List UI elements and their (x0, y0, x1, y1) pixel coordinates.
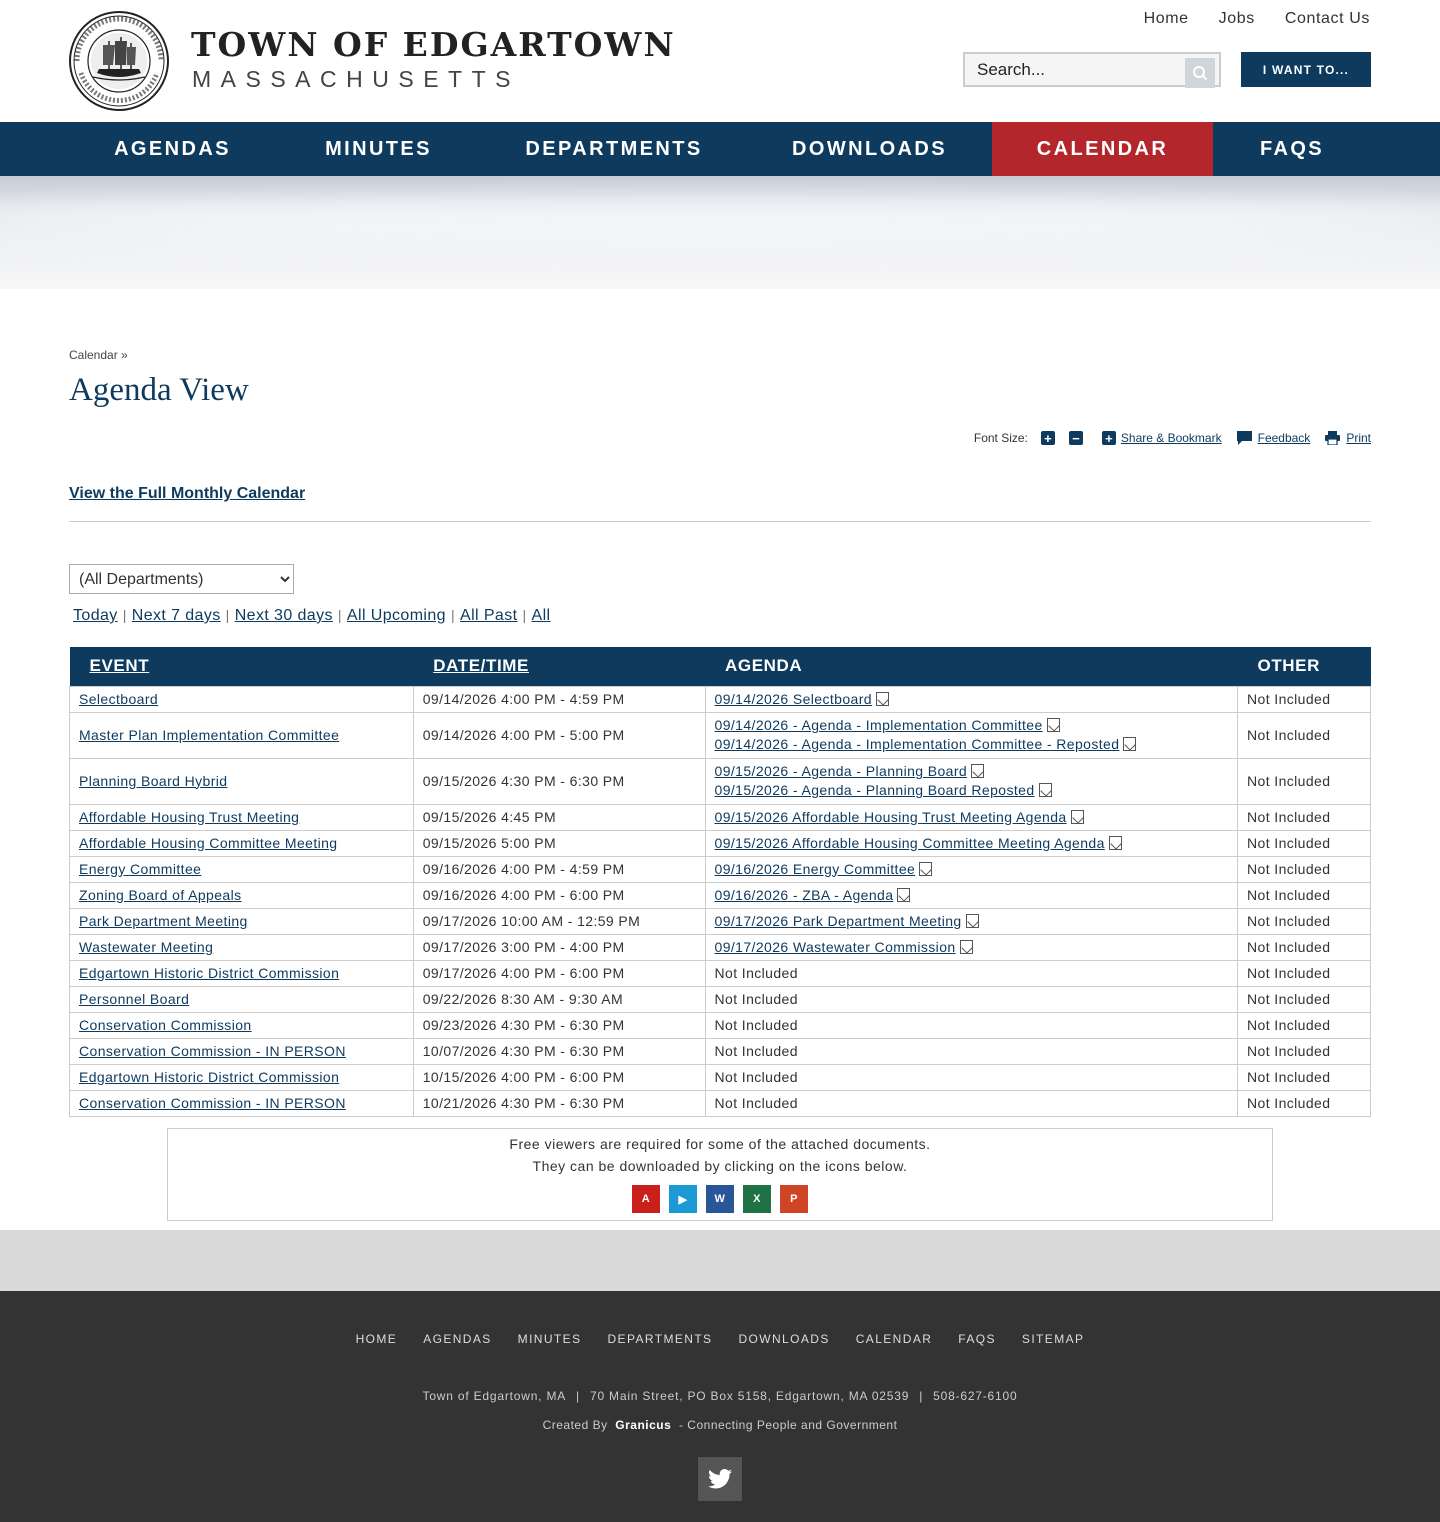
footer-street: 70 Main Street, PO Box 5158, Edgartown, MA 02539 (589, 1389, 910, 1403)
font-increase-icon[interactable]: + (1041, 431, 1055, 445)
agenda-link[interactable]: 09/16/2026 Energy Committee (714, 860, 916, 877)
datetime-cell: 10/15/2026 4:00 PM - 6:00 PM (413, 1064, 705, 1090)
table-row (70, 758, 1371, 804)
other-cell: Not Included (1238, 1012, 1371, 1038)
agenda-item (715, 938, 1228, 957)
top-link-jobs[interactable]: Jobs (1218, 10, 1255, 27)
table-row (70, 908, 1371, 934)
event-link[interactable]: Energy Committee (79, 860, 202, 877)
datetime-cell: 10/07/2026 4:30 PM - 6:30 PM (413, 1038, 705, 1064)
agenda-item (715, 860, 1228, 879)
breadcrumb (69, 348, 128, 362)
utility-links (1144, 10, 1370, 28)
agenda-cell (705, 934, 1237, 960)
department-select[interactable] (69, 564, 294, 594)
table-row (70, 986, 1371, 1012)
table-row (70, 882, 1371, 908)
event-link[interactable]: Affordable Housing Committee Meeting (79, 834, 338, 851)
other-cell: Not Included (1238, 908, 1371, 934)
media-player-icon[interactable]: ▶ (669, 1185, 697, 1213)
event-link[interactable]: Personnel Board (79, 990, 190, 1007)
agenda-link[interactable]: 09/16/2026 - ZBA - Agenda (714, 886, 894, 903)
agenda-link[interactable]: 09/15/2026 Affordable Housing Trust Meeting Agenda (714, 808, 1067, 825)
breadcrumb-separator: » (121, 348, 128, 362)
feedback-link[interactable]: Feedback (1257, 431, 1311, 445)
agenda-link[interactable]: 09/14/2026 Selectboard (714, 690, 872, 707)
agenda-cell (705, 712, 1237, 758)
granicus-link[interactable]: Granicus (615, 1418, 672, 1432)
twitter-button[interactable] (698, 1457, 742, 1501)
table-row (70, 830, 1371, 856)
event-cell (70, 882, 414, 908)
print-link[interactable]: Print (1346, 431, 1371, 445)
nav-minutes[interactable]: MINUTES (325, 137, 432, 160)
event-link[interactable]: Master Plan Implementation Committee (79, 726, 340, 743)
footer-nav-sitemap[interactable]: SITEMAP (1021, 1332, 1085, 1346)
word-viewer-icon[interactable]: W (706, 1185, 734, 1213)
viewers-line-2: They can be downloaded by clicking on the icons below. (532, 1158, 908, 1174)
pdf-icon[interactable] (1039, 783, 1052, 797)
filter-all-past[interactable]: All Past (460, 607, 518, 624)
font-decrease-icon[interactable]: − (1069, 431, 1083, 445)
other-cell: Not Included (1238, 804, 1371, 830)
event-cell (70, 712, 414, 758)
agenda-item (715, 912, 1228, 931)
footer-nav-calendar[interactable]: CALENDAR (855, 1332, 933, 1346)
event-link[interactable]: Conservation Commission - IN PERSON (79, 1094, 346, 1111)
datetime-cell: 09/14/2026 4:00 PM - 4:59 PM (413, 686, 705, 712)
agenda-cell (705, 908, 1237, 934)
table-row (70, 960, 1371, 986)
event-link[interactable]: Conservation Commission - IN PERSON (79, 1042, 346, 1059)
main-nav (0, 122, 1440, 176)
other-cell: Not Included (1238, 882, 1371, 908)
footer-nav-departments[interactable]: DEPARTMENTS (607, 1332, 713, 1346)
table-row (70, 1038, 1371, 1064)
event-link[interactable]: Affordable Housing Trust Meeting (79, 808, 300, 825)
agenda-item (715, 762, 1228, 781)
pdf-icon[interactable] (966, 914, 979, 928)
site-subtitle: MASSACHUSETTS (192, 66, 520, 92)
sort-datetime-link[interactable]: DATE/TIME (433, 656, 529, 676)
event-cell (70, 934, 414, 960)
agenda-cell: Not Included (705, 1090, 1237, 1116)
other-cell: Not Included (1238, 986, 1371, 1012)
agenda-item (715, 781, 1228, 800)
pdf-icon[interactable] (897, 888, 910, 902)
sort-event-link[interactable]: EVENT (89, 656, 150, 676)
event-cell (70, 960, 414, 986)
agenda-link[interactable]: 09/17/2026 Wastewater Commission (714, 938, 956, 955)
table-row (70, 804, 1371, 830)
datetime-cell: 10/21/2026 4:30 PM - 6:30 PM (413, 1090, 705, 1116)
agenda-item (715, 716, 1228, 735)
event-cell (70, 986, 414, 1012)
event-cell (70, 1012, 414, 1038)
other-cell: Not Included (1238, 1038, 1371, 1064)
share-bookmark-link[interactable]: Share & Bookmark (1120, 431, 1222, 445)
search-box (963, 52, 1221, 87)
table-row (70, 1064, 1371, 1090)
agenda-cell: Not Included (705, 1012, 1237, 1038)
nav-agendas[interactable]: AGENDAS (114, 137, 231, 160)
search-icon (1192, 65, 1208, 81)
footer-nav-faqs[interactable]: FAQS (958, 1332, 996, 1346)
datetime-cell: 09/16/2026 4:00 PM - 4:59 PM (413, 856, 705, 882)
agenda-table (69, 647, 1371, 1117)
agenda-cell: Not Included (705, 1064, 1237, 1090)
event-cell (70, 856, 414, 882)
viewers-line-1: Free viewers are required for some of the attached documents. (509, 1136, 931, 1152)
pdf-icon[interactable] (919, 862, 932, 876)
table-header-row (70, 647, 1371, 686)
event-cell (70, 830, 414, 856)
footer-credit: Created By Granicus - Connecting People and Government (542, 1418, 898, 1432)
agenda-item (715, 690, 1228, 709)
datetime-cell: 09/15/2026 4:30 PM - 6:30 PM (413, 758, 705, 804)
full-monthly-calendar-link[interactable]: View the Full Monthly Calendar (69, 485, 306, 502)
footer-nav (0, 1332, 1440, 1346)
agenda-cell: Not Included (705, 986, 1237, 1012)
datetime-cell: 09/23/2026 4:30 PM - 6:30 PM (413, 1012, 705, 1038)
filter-next-7-days[interactable]: Next 7 days (131, 607, 221, 624)
table-row (70, 686, 1371, 712)
agenda-link[interactable]: 09/15/2026 - Agenda - Planning Board Reposted (714, 782, 1035, 798)
feedback-icon (1237, 431, 1252, 445)
filter-all-upcoming[interactable]: All Upcoming (346, 607, 446, 624)
event-cell (70, 758, 414, 804)
footer-address: Town of Edgartown, MA | 70 Main Street, PO Box 5158, Edgartown, MA 02539 | 508-627-6100 (422, 1389, 1018, 1403)
event-link[interactable]: Park Department Meeting (79, 912, 248, 929)
site-footer (0, 1291, 1440, 1522)
agenda-cell (705, 758, 1237, 804)
table-row (70, 712, 1371, 758)
divider (69, 521, 1371, 522)
page-tools (974, 431, 1371, 445)
twitter-icon (708, 1469, 732, 1489)
agenda-cell: Not Included (705, 1038, 1237, 1064)
footer-nav-downloads[interactable]: DOWNLOADS (738, 1332, 830, 1346)
pdf-icon[interactable] (1047, 718, 1060, 732)
i-want-to-button[interactable]: I WANT TO... (1241, 52, 1371, 87)
datetime-cell: 09/22/2026 8:30 AM - 9:30 AM (413, 986, 705, 1012)
nav-departments[interactable]: DEPARTMENTS (525, 137, 703, 160)
town-seal-logo[interactable] (69, 11, 169, 111)
date-range-filters: Today | Next 7 days | Next 30 days | All Upcoming | All Past | All (73, 607, 551, 624)
font-size-label: Font Size: (973, 431, 1028, 445)
agenda-cell: Not Included (705, 960, 1237, 986)
agenda-item (715, 735, 1228, 754)
nav-faqs[interactable]: FAQS (1259, 137, 1325, 160)
datetime-cell: 09/16/2026 4:00 PM - 6:00 PM (413, 882, 705, 908)
agenda-item (715, 886, 1228, 905)
free-viewers-box (167, 1128, 1273, 1221)
other-cell: Not Included (1238, 856, 1371, 882)
pdf-icon[interactable] (960, 940, 973, 954)
footer-town: Town of Edgartown, MA (422, 1389, 567, 1403)
footer-phone: 508-627-6100 (933, 1389, 1018, 1403)
filter-all[interactable]: All (531, 607, 551, 624)
site-title[interactable]: TOWN OF EDGARTOWN (191, 25, 676, 64)
datetime-cell: 09/14/2026 4:00 PM - 5:00 PM (413, 712, 705, 758)
event-cell (70, 686, 414, 712)
event-cell (70, 1038, 414, 1064)
other-cell: Not Included (1238, 1064, 1371, 1090)
powerpoint-viewer-icon[interactable]: P (780, 1185, 808, 1213)
agenda-cell (705, 856, 1237, 882)
event-cell (70, 1090, 414, 1116)
agenda-link[interactable]: 09/14/2026 - Agenda - Implementation Committee - Reposted (714, 736, 1120, 752)
excel-viewer-icon[interactable]: X (743, 1185, 771, 1213)
share-plus-icon: + (1102, 431, 1116, 445)
page-title: Agenda View (69, 372, 249, 408)
header-datetime[interactable] (413, 647, 705, 686)
pdf-icon[interactable] (1109, 836, 1122, 850)
datetime-cell: 09/17/2026 4:00 PM - 6:00 PM (413, 960, 705, 986)
other-cell: Not Included (1238, 686, 1371, 712)
adobe-reader-icon[interactable]: A (632, 1185, 660, 1213)
event-link[interactable]: Edgartown Historic District Commission (79, 1068, 340, 1085)
table-row (70, 934, 1371, 960)
event-cell (70, 908, 414, 934)
header-event[interactable] (70, 647, 414, 686)
datetime-cell: 09/15/2026 4:45 PM (413, 804, 705, 830)
agenda-cell (705, 804, 1237, 830)
datetime-cell: 09/17/2026 10:00 AM - 12:59 PM (413, 908, 705, 934)
other-cell: Not Included (1238, 712, 1371, 758)
top-link-home[interactable]: Home (1143, 10, 1189, 27)
pdf-icon[interactable] (1123, 737, 1136, 751)
agenda-cell (705, 882, 1237, 908)
search-input[interactable] (965, 54, 1181, 86)
agenda-link[interactable]: 09/15/2026 Affordable Housing Committee Meeting Agenda (714, 834, 1105, 851)
agenda-link[interactable]: 09/14/2026 - Agenda - Implementation Committee (714, 717, 1043, 733)
event-cell (70, 804, 414, 830)
other-cell: Not Included (1238, 830, 1371, 856)
table-row (70, 856, 1371, 882)
header-other: OTHER (1238, 647, 1371, 686)
other-cell: Not Included (1238, 1090, 1371, 1116)
header-agenda: AGENDA (705, 647, 1237, 686)
event-link[interactable]: Planning Board Hybrid (79, 772, 228, 789)
hero-banner (0, 176, 1440, 289)
event-link[interactable]: Conservation Commission (79, 1016, 252, 1033)
datetime-cell: 09/17/2026 3:00 PM - 4:00 PM (413, 934, 705, 960)
pdf-icon[interactable] (1071, 810, 1084, 824)
event-link[interactable]: Edgartown Historic District Commission (79, 964, 340, 981)
print-icon (1325, 431, 1340, 445)
top-link-contact-us[interactable]: Contact Us (1284, 10, 1370, 27)
datetime-cell: 09/15/2026 5:00 PM (413, 830, 705, 856)
footer-nav-minutes[interactable]: MINUTES (517, 1332, 582, 1346)
footer-nav-agendas[interactable]: AGENDAS (423, 1332, 492, 1346)
other-cell: Not Included (1238, 934, 1371, 960)
footer-nav-home[interactable]: HOME (355, 1332, 398, 1346)
agenda-cell (705, 830, 1237, 856)
footer-strip (0, 1230, 1440, 1291)
event-link[interactable]: Zoning Board of Appeals (79, 886, 242, 903)
agenda-item (715, 834, 1228, 853)
table-row (70, 1090, 1371, 1116)
viewer-icons (168, 1185, 1272, 1213)
table-row (70, 1012, 1371, 1038)
nav-calendar[interactable]: CALENDAR (992, 122, 1213, 176)
event-link[interactable]: Selectboard (79, 690, 159, 707)
filter-today[interactable]: Today (73, 607, 118, 624)
pdf-icon[interactable] (876, 692, 889, 706)
breadcrumb-calendar[interactable]: Calendar (69, 348, 118, 362)
agenda-cell (705, 686, 1237, 712)
agenda-item (715, 808, 1228, 827)
search-button[interactable] (1185, 58, 1215, 88)
table-body (70, 686, 1371, 1116)
agenda-link[interactable]: 09/17/2026 Park Department Meeting (714, 912, 962, 929)
agenda-link[interactable]: 09/15/2026 - Agenda - Planning Board (714, 763, 968, 779)
filter-next-30-days[interactable]: Next 30 days (234, 607, 333, 624)
other-cell: Not Included (1238, 758, 1371, 804)
site-header (0, 0, 1440, 122)
other-cell: Not Included (1238, 960, 1371, 986)
event-cell (70, 1064, 414, 1090)
pdf-icon[interactable] (971, 764, 984, 778)
nav-downloads[interactable]: DOWNLOADS (792, 137, 947, 160)
event-link[interactable]: Wastewater Meeting (79, 938, 214, 955)
